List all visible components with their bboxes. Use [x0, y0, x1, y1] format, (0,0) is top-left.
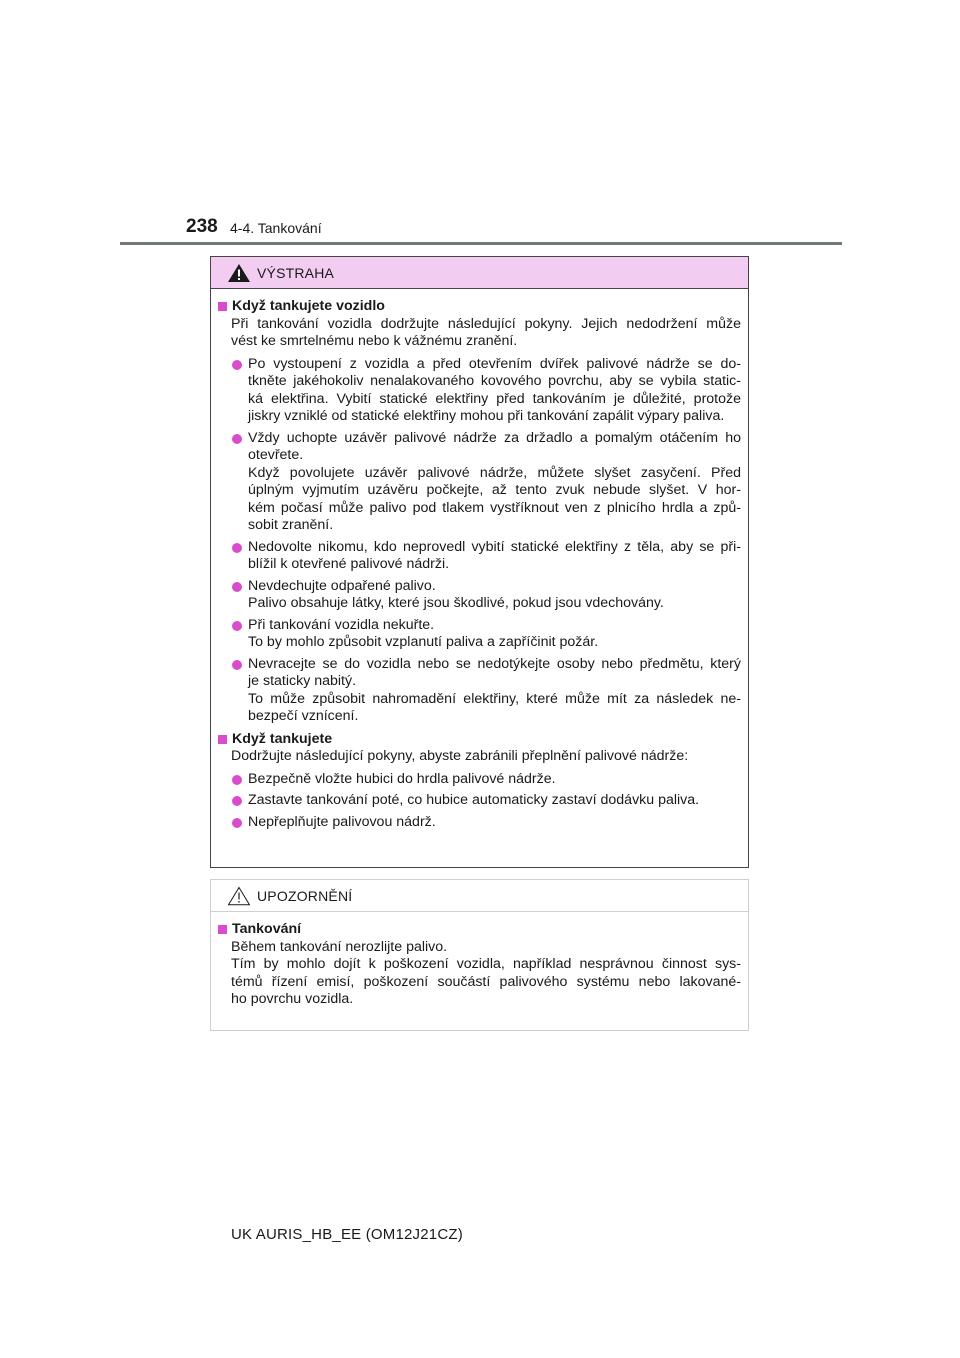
notice-header: [211, 880, 748, 912]
dot-bullet-icon: [232, 621, 242, 631]
warning-title: VÝSTRAHA: [257, 264, 335, 281]
text-line: jiskry vzniklé od statické elektřiny mohou při tankování zapálit výpary paliva.: [248, 408, 725, 424]
section-text: [217, 748, 741, 766]
section-title: [217, 921, 741, 939]
dot-bullet-icon: [232, 434, 242, 444]
dot-bullet-icon: [232, 796, 242, 806]
text-line: Bezpečně vložte hubici do hrdla palivové nádrže.: [248, 770, 556, 787]
notice-body: [211, 912, 748, 1009]
bullet-list: [217, 771, 741, 832]
notice-box: [210, 879, 749, 1031]
dot-bullet-icon: [232, 582, 242, 592]
text-line: ho povrchu vozidla.: [231, 991, 354, 1007]
text-line: otevřete.: [248, 447, 304, 463]
square-bullet-icon: [218, 302, 227, 311]
section-heading: Když tankujete: [232, 730, 333, 747]
dot-bullet-icon: [232, 818, 242, 828]
text-line: Když povolujete uzávěr palivové nádrže, můžete slyšet zasyčení. Před: [248, 464, 741, 481]
text-line: Nevdechujte odpařené palivo.: [248, 577, 436, 594]
warning-header: [211, 257, 748, 289]
bullet-item: [232, 792, 741, 810]
header-rule: [120, 242, 842, 245]
dot-bullet-icon: [232, 360, 242, 370]
text-line: Nepřeplňujte palivovou nádrž.: [248, 813, 436, 830]
text-line: Při tankování vozidla dodržujte následující pokyny. Jejich nedodržení může: [231, 315, 741, 332]
section-title: 4-4. Tankování: [230, 220, 322, 236]
section: [217, 298, 741, 726]
bullet-item: [232, 539, 741, 574]
text-line: Nedovolte nikomu, kdo neprovedl vybití statické elektřiny z těla, aby se při-: [248, 538, 741, 555]
page-header: [120, 214, 842, 248]
text-line: je staticky nabitý.: [248, 673, 357, 689]
dot-bullet-icon: [232, 775, 242, 785]
section-title: [217, 731, 741, 749]
square-bullet-icon: [218, 925, 227, 934]
caution-triangle-icon: [227, 886, 251, 906]
bullet-list: [217, 356, 741, 726]
text-line: kém počasí může palivo pod tlakem vystříknout ven z plnicího hrdla a způ-: [248, 499, 741, 516]
bullet-item: [232, 656, 741, 726]
text-line: blížil k otevřené palivové nádrži.: [248, 556, 450, 572]
text-line: To může způsobit nahromadění elektřiny, které může mít za následek ne-: [248, 690, 741, 707]
text-line: Palivo obsahuje látky, které jsou škodlivé, pokud jsou vdechovány.: [248, 595, 664, 611]
text-line: Dodržujte následující pokyny, abyste zabránili přeplnění palivové nádrže:: [231, 748, 689, 764]
section-title: [217, 298, 741, 316]
section-text: [217, 316, 741, 351]
text-line: Zastavte tankování poté, co hubice automaticky zastaví dodávku paliva.: [248, 792, 700, 808]
bullet-item: [232, 356, 741, 426]
bullet-item: [232, 430, 741, 535]
section: [217, 921, 741, 1009]
text-line: Po vystoupení z vozidla a před otevřením dvířek palivové nádrže se do-: [248, 355, 741, 372]
bullet-item: [232, 617, 741, 652]
footer-model: UK AURIS_HB_EE (OM12J21CZ): [231, 1226, 463, 1243]
text-line: vést ke smrtelnému nebo k vážnému zranění.: [231, 333, 518, 349]
warning-body: [211, 289, 748, 831]
bullet-item: [232, 578, 741, 613]
text-line: sobit zranění.: [248, 517, 334, 533]
warning-box: [210, 256, 749, 868]
square-bullet-icon: [218, 735, 227, 744]
text-line: ká elektřina. Vybití statické elektřiny před tankováním je důležité, protože: [248, 390, 741, 407]
text-line: Nevracejte se do vozidla nebo se nedotýkejte osoby nebo předmětu, který: [248, 655, 741, 672]
text-line: Vždy uchopte uzávěr palivové nádrže za držadlo a pomalým otáčením ho: [248, 429, 741, 446]
bullet-item: [232, 771, 741, 789]
section: [217, 731, 741, 832]
bullet-item: [232, 814, 741, 832]
text-line: tkněte jakéhokoliv nenalakovaného kovového povrchu, aby se vybila static-: [248, 373, 741, 389]
text-line: úplným vyjmutím uzávěru počkejte, až tento zvuk nebude slyšet. V hor-: [248, 482, 741, 498]
notice-title: UPOZORNĚNÍ: [257, 887, 353, 904]
text-line: Během tankování nerozlijte palivo.: [231, 938, 448, 955]
text-line: témů řízení emisí, poškození součástí palivového systému nebo lakované-: [231, 973, 741, 990]
text-line: bezpečí vznícení.: [248, 708, 359, 724]
dot-bullet-icon: [232, 660, 242, 670]
text-line: Tím by mohlo dojít k poškození vozidla, například nesprávnou činnost sys-: [231, 956, 741, 972]
section-heading: Tankování: [232, 921, 302, 937]
page-number: 238: [186, 216, 218, 237]
section-heading: Když tankujete vozidlo: [232, 298, 385, 314]
text-line: To by mohlo způsobit vzplanutí paliva a zapříčinit požár.: [248, 634, 599, 650]
section-text: [217, 939, 741, 1009]
text-line: Při tankování vozidla nekuřte.: [248, 616, 435, 633]
dot-bullet-icon: [232, 543, 242, 553]
warning-triangle-icon: [227, 263, 251, 283]
